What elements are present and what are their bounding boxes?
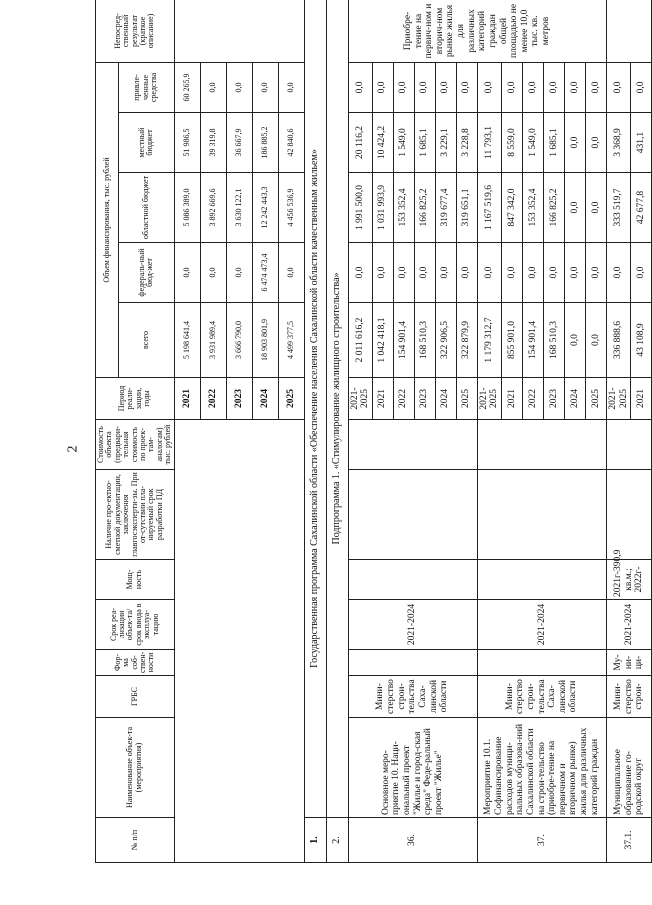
program-row: 1. Государственная программа Сахалинской области «Обеспечение населения Сахалинской области качественным жильем» [304, 0, 326, 863]
item-36-row: 2024 322 906,5 0,0 319 677,4 3 229,1 0,0 [435, 0, 456, 863]
header-period: Период реали-зации, годы [96, 378, 175, 420]
header-local: местный бюджет [118, 113, 174, 173]
item-37-row: 2022 154 901,4 0,0 153 352,4 1 549,0 0,0 [523, 0, 544, 863]
summary-row: 2024 18 903 801,9 6 474 473,4 12 242 443,3 186 885,2 0,0 [252, 0, 278, 863]
summary-row: 2022 3 931 989,4 0,0 3 892 669,6 39 319,8 0,0 [200, 0, 226, 863]
item-37-1-no: 37.1. [607, 818, 652, 863]
item-37-row: 2023 168 510,3 0,0 166 825,2 1 685,1 0,0 [544, 0, 565, 863]
item-37-name: Мероприятие 10.1. Софинансирование расходов муници-пальных образова-ний Сахалинской области на строи-тельство (приобре-тение на первичном и вторичном рынке) жилья для различных категорий граждан [477, 718, 606, 818]
program-title: Государственная программа Сахалинской области «Обеспечение населения Сахалинской области качественным жильем» [304, 0, 326, 818]
item-37-1-name: Муниципальное образование го-родской округ [607, 718, 652, 818]
header-term: Срок реа-лизации объек-та/срок ввода в эксплуа-тацию [96, 600, 175, 650]
item-36-row: 2022 154 901,4 0,0 153 352,4 1 549,0 0,0 [393, 0, 414, 863]
item-37-1-term: 2021-2024 [607, 600, 652, 650]
item-37-1-row: 2021 43 108,9 0,0 42 677,8 431,1 0,0 [631, 0, 652, 863]
item-36-row: 2023 168 510,3 0,0 166 825,2 1 685,1 0,0 [414, 0, 435, 863]
subprogram-title: Подпрограмма 1. «Стимулирование жилищного строительства» [326, 0, 348, 818]
item-36-result: Приобре-тение на первич-ном и вторич-ном рынке жилья для различных категорий граждан общей площадью не менее 10,0 тыс. кв. метров [348, 0, 607, 62]
subprogram-row: 2. Подпрограмма 1. «Стимулирование жилищного строительства» [326, 0, 348, 863]
item-37-row: 2024 0,0 0,0 0,0 0,0 0,0 [565, 0, 586, 863]
item-37-1-capacity: 2021г-390,9 кв.м.; 2022г- [607, 560, 652, 600]
header-federal: федераль-ный бюд-жет [118, 243, 174, 303]
item-36-row: 2021 1 042 418,1 0,0 1 031 993,9 10 424,2 0,0 [372, 0, 393, 863]
program-table [95, 0, 652, 863]
item-36-name: Основное меро-приятие 10. Наци-ональный проект "Жилье и город-ская среда" Феде-ральный проект "Жилье" [348, 718, 477, 818]
item-36-row: 36. Основное меро-приятие 10. Наци-ональный проект "Жилье и город-ская среда" Феде-ральный проект "Жилье" Мини-стерство строи-тельства Саха-линской области 2021-2024 2021-2025 2 011 616,2 0,0 1 991 500,0 20 116,2 0,0 Приобре-тение на первич-ном и вторич-ном рынке жилья для различных категорий граждан общей площадью не менее 10,0 тыс. кв. метров [348, 0, 372, 863]
item-36-term: 2021-2024 [348, 600, 477, 650]
header-regional: областной бюджет [118, 173, 174, 243]
item-36-grbs: Мини-стерство строи-тельства Саха-линской области [348, 676, 477, 718]
item-37-no: 37. [477, 818, 606, 863]
item-37-row: 2025 0,0 0,0 0,0 0,0 0,0 [586, 0, 607, 863]
item-37-term: 2021-2024 [477, 600, 606, 650]
summary-row: 2021 5 198 641,4 0,0 5 086 389,0 51 986,5 60 265,9 [174, 0, 200, 863]
item-37-grbs: Мини-стерство строи-тельства Саха-линской области [477, 676, 606, 718]
header-total: всего [118, 303, 174, 378]
item-36-row: 2025 322 879,9 0,0 319 651,1 3 228,8 0,0 [456, 0, 477, 863]
header-name: Наименование объек-та (мероприятия) [96, 718, 175, 818]
header-capacity: Мощ-ность [96, 560, 175, 600]
item-37-row: 37. Мероприятие 10.1. Софинансирование расходов муници-пальных образова-ний Сахалинской области на строи-тельство (приобре-тение на первичном и вторичном рынке) жилья для различных категорий граждан Мини-стерство строи-тельства Саха-линской области 2021-2024 2021-2025 1 179 312,7 0,0 1 167 519,6 11 793,1 0,0 [477, 0, 501, 863]
summary-row: 2023 3 666 790,0 0,0 3 630 122,1 36 667,9 0,0 [226, 0, 252, 863]
item-37-row: 2021 855 901,0 0,0 847 342,0 8 559,0 0,0 [502, 0, 523, 863]
header-form: Фор-ма соб-ствен-ности [96, 650, 175, 676]
header-grbs: ГРБС [96, 676, 175, 718]
summary-row: 2025 4 499 377,5 0,0 4 456 536,9 42 840,6 0,0 [278, 0, 304, 863]
item-37-1-grbs: Мини-стерство строи- [607, 676, 652, 718]
item-36-no: 36. [348, 818, 477, 863]
header-result: Непосред-ственный результат (краткое описание) [96, 0, 175, 62]
page-number: 2 [65, 445, 81, 453]
header-cost: Стоимость объекта (предвари-тельная стоимость по проек-там-аналогам) тыс. рублей [96, 420, 175, 470]
header-row-1 [96, 0, 119, 863]
header-design: Наличие про-ектно-сметной документации, заключения главгосэксперти-зы. При от-сутствии пла-нируемый срок разработки ПД [96, 470, 175, 560]
item-37-1-row: 37.1. Муниципальное образование го-родской округ Мини-стерство строи- Му-ни-ци- 2021-2024 2021г-390,9 кв.м.; 2022г- 2021-2025 336 888,6 0,0 333 519,7 3 368,9 0,0 [607, 0, 631, 863]
header-attracted: привле-ченные средства [118, 62, 174, 112]
item-37-1-form: Му-ни-ци- [607, 650, 652, 676]
header-funding: Объем финансирования, тыс. рублей [96, 62, 119, 377]
header-no: № п/п [96, 818, 175, 863]
